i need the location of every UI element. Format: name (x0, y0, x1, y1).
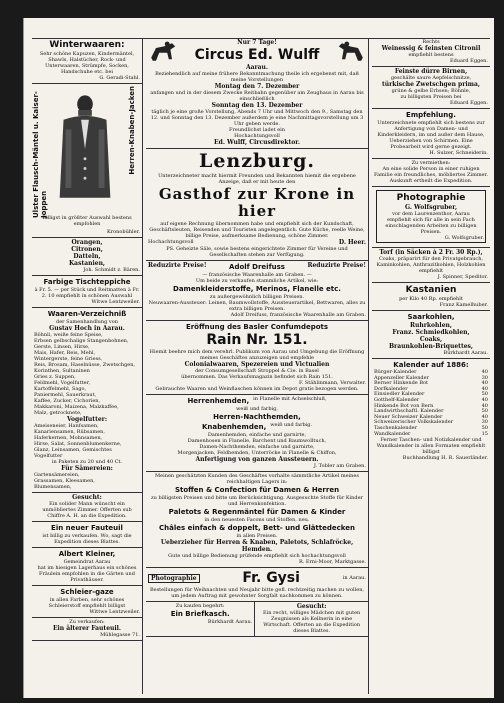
zimmer-text: An eine solide Person in einer ruhigen Familie ein freundliches, möbliertes Zimmer. Auskunft ertheilt die Expedition. (374, 166, 488, 184)
side-text: Billigst in größter Auswahl bestens empfohlen (42, 215, 132, 227)
dreifuss-right: Reduzirte Preise! (307, 262, 366, 269)
knaben-sign: J. Tobler am Graben. (313, 463, 366, 469)
cal-title: Kalender auf 1886: (393, 361, 469, 369)
bird-title: Vogelfutter: (66, 416, 108, 423)
coal-list (374, 322, 488, 350)
index-item: Kaffee, Zucker, Cichorien, (34, 398, 101, 404)
coal-item: Braunkohlen-Briquettes, (388, 343, 474, 350)
wine-seller: Eduard Eggen. (449, 58, 488, 64)
cal-item-name: Bürger-Kalender (374, 369, 417, 375)
side-label-2: Herren-Knaben-Jacken (128, 86, 136, 175)
ad-lenzburg (146, 149, 368, 261)
ad-gesucht (32, 493, 142, 522)
bird-list (34, 423, 140, 459)
wine-title: Weinessig & feinsten Citronil (381, 45, 481, 52)
page-header (24, 20, 494, 36)
pears-seller: Eduard Eggen. (449, 100, 488, 106)
knaben-item: Damen-Nachthemden, einfache und garnirte, (199, 444, 315, 450)
dreifuss-left: Reduzirte Preise! (148, 262, 207, 269)
seed-item: Gartensämereien, (34, 472, 80, 478)
index-item: Paniermehl, Sauerkraut, (34, 392, 97, 398)
knaben-list (148, 432, 366, 456)
index-item: Böhnli, weiße feine Speise, (34, 332, 103, 338)
basel-addr: Rain Nr. 151. (206, 332, 308, 348)
winter-title: Winterwaaren: (49, 40, 125, 50)
gysi-row (148, 569, 366, 587)
coal-sign: Bürkhardt Aarau. (443, 350, 488, 356)
ad-tischteppiche (32, 276, 142, 308)
cal-item-name: Neuer Schweizer Kalender (374, 413, 443, 420)
cal-item-name: Appenzeller Kalender (374, 374, 429, 381)
cal-item-name: Einsiedler Kalender (374, 391, 425, 398)
basel-sign: F. Stählinmann, Verwalter. (298, 380, 366, 386)
bird-item: Glanz, Leinsamen, Gemischtes Vogelfutter (34, 447, 112, 459)
cal-item-price: 50 (481, 408, 488, 415)
index-item: Erbsen gelbschalige Stangenbohnen, (34, 338, 129, 344)
circus-text1: Beziehendlich auf meine frühere Bekanntmachung theile ich ergebenst mit, daß meine Vorstellungen (155, 71, 359, 83)
ad-torf (372, 248, 490, 283)
index-item: Kartoffelmehl, Sago, (34, 386, 87, 392)
empf-sign: H. Sulzer, Schneiderin. (429, 150, 488, 156)
photo-text: Bestellungen für Weihnachten und Neujahr bitte gefl. rechtzeitig machen zu wollen, um jedem Auftrag mit gewohnter Sorgfalt nachkommen zu können. (149, 587, 365, 599)
oranges: Orangen, (71, 239, 103, 246)
basel-title: Eröffnung des Basler Confumdepots (185, 323, 329, 331)
index-item: Makkaroni, Maizena, Malzkaffee, (34, 404, 119, 410)
ad-albert (32, 548, 142, 586)
newspaper-page (23, 18, 494, 698)
cal-item-price: 40 (481, 413, 488, 420)
kastanien-sub: per Kilo 40 Rp. empfiehlt (399, 296, 463, 302)
girl-text: Ein recht, williges Mädchen mit guten Zeugnissen als Kellnerin in eine Wirtschaft. Offerten an die Expedition dieses Blattes. (263, 610, 361, 634)
side-seller: Kronobühler. (107, 229, 140, 235)
side-caption (32, 86, 46, 218)
index-sub: der Samenhandlung von (56, 319, 118, 325)
circus-pre: Nur 7 Tage! (237, 39, 277, 46)
dreifuss-text2: zu außergewöhnlich billigen Preisen. (209, 294, 305, 300)
dreifuss-header-row (148, 262, 366, 272)
ad-weinessig (372, 38, 490, 67)
ad-briefkasch (146, 602, 255, 637)
bird-item: Haferkernen, Mohnsamen, (34, 435, 103, 441)
cal-item-price: 30 (481, 374, 488, 381)
cal-item-name: Gotthelf-Kalender (374, 396, 420, 403)
cal-item-name: Taschenkalender (374, 424, 418, 431)
cal-item-price: 15 (481, 430, 488, 437)
index-item: Gries z. Suppen, (34, 374, 76, 380)
column-right (372, 38, 490, 694)
seed-list (34, 472, 140, 490)
ad-zimmer (372, 159, 490, 187)
wanted-text: Ein solider Mann wünscht ein unmöbliertes Zimmer. Offerten sub Chiffre A. H. an die Expedition. (42, 501, 132, 519)
inn-ps: PS. Geheizte Säle, sowie bestens eingerichtete Zimmer für Vereine und Gesellschaften stehen zur Verfügung. (166, 246, 348, 258)
knaben-item: Morgenjacken, Feldhemden, Unterröcke in Flanelle & Chiffon, (177, 450, 337, 456)
lamp-text: à Fr. 5. — per Stück und Reitmatten à Fr. 2. 10 empfiehlt in schönen Auswahl (34, 287, 140, 299)
ad-wolfsgruber (372, 187, 490, 248)
knaben-item: Damenhemden, einfache und garnirte, (207, 432, 307, 438)
girl-title: Gesucht: (296, 603, 327, 610)
stoff-intro: Meinen geschätzten Kunden des Geschäftes vorhalte sämmtliche Artikel meines reichhaltigen Lagers in: (155, 473, 359, 485)
chestnuts: Kastanien, (68, 260, 106, 267)
pears-sub: geschälte saure Aepfelschnitze, (390, 75, 472, 81)
gentleman-illustration (46, 90, 124, 208)
cal-item-name: Hinkende Bot von Bern (374, 402, 434, 409)
kastanien-title: Kastanien (405, 285, 457, 295)
inn-sign: D. Heer. (338, 239, 366, 246)
stoff-title: Stoffen & Confection für Damen & Herren (174, 486, 340, 494)
photo-addr: vor dem Laurenzenthor, Aarau (392, 211, 470, 217)
chair-title: Ein neuer Fauteuil (51, 524, 123, 532)
cal-item-name: Berner Hinkende Bot (374, 380, 429, 387)
torf-items: Coaks, präparirt für den Privatgebrauch, Kaminkohlen, Anthrazitkohlen, Holzkohlen empfiehlt (376, 256, 486, 274)
side-label: Ulster Flausch-Mäntel u. Kaiser-Joppen (32, 91, 48, 218)
chales-text: Gute und billige Bedienung prüfende empfiehlt sich hochachtungsvoll (168, 553, 346, 559)
index-item: Mais, Hafer, Reis, Mehl, (34, 350, 96, 356)
col3-head: Rechts (422, 39, 440, 45)
ad-kastanien (372, 283, 490, 311)
coal-item: Franz. Schmiedkohlen, (392, 329, 470, 336)
photo-label: Photographie (148, 574, 200, 583)
column-left (32, 38, 143, 694)
sale-box-title: Zu kaufen begehrt: (175, 603, 225, 609)
horse-right-icon (334, 40, 366, 64)
ad-winterwaaren (32, 38, 142, 84)
albert-text: hat im hiesigen Lagerhaus ein schönes Fräulein empfohlen in die Gärten und Privathäuser. (37, 565, 137, 583)
index-item: Korinthen, Sultaninen (34, 368, 90, 374)
ad-schleier (32, 586, 142, 618)
winter-seller: G. Geradi-Stahl. (99, 75, 140, 81)
photo-box (376, 190, 486, 243)
cal-item-name: Wandkalender (374, 430, 411, 437)
dreifuss-sign: Adolf Dreifuss, französische Waarenhalle am Graben. (230, 312, 366, 318)
dreifuss-items: Damenkleiderstoffe, Merinos, Flanelle etc. (173, 285, 341, 293)
photo-sign: G. Wolfsgruber. (444, 235, 484, 241)
paletot-sub: in den neuesten Facons und Stoffen, neu. (204, 517, 310, 523)
cal-sign: Buchhandlung H. R. Sauerländer. (402, 455, 488, 462)
ad-fauteuil (32, 522, 142, 548)
circus-hoch: Hochachtungsvoll (234, 133, 280, 139)
photo-title: Photographie (396, 193, 466, 203)
ad-saarkohlen (372, 311, 490, 359)
index-item: Reis, Brosam, Haselnüsse, Zwetschgen, (34, 362, 136, 368)
inn-sign-row (148, 239, 366, 246)
albert-sub: Gemeindrat Aarau (63, 559, 111, 565)
photo-text-right: empfiehlt sich für alle in sein Fach einschlagenden Arbeiten zu billigen Preisen. (385, 217, 477, 235)
stoff-text: zu billigsten Preisen und bitte um Berücksichtigung. Ausgesuchte Stoffe für Kinder und Herrenkonfektion. (151, 495, 363, 507)
photo-owner: G. Wolfsgruber, (404, 204, 458, 211)
basel-text: Hiemit beehre mich dem verehrl. Publikum von Aarau und Umgebung die Eröffnung meines Geschäftes anzuzeigen und empfehle (149, 349, 365, 361)
ad-waaren-verzeichnis (32, 308, 142, 493)
dates: Datteln, (73, 253, 101, 260)
photo-name: Fr. Gysi (242, 570, 300, 586)
circus-title: Circus Ed. Wulff (194, 47, 320, 63)
dreifuss-sub: — französische Waarenhalle am Graben. — (202, 272, 312, 278)
inn-text: auf eigene Rechnung übernommen habe und empfiehlt sich der Kundschaft, Geschäftsleuten, Reisenden und Touristen angelegentlich. Gute Küche, reelle Weine, billige Preise, aufmerksame Bedienung, schöne Zimmer. (149, 221, 365, 239)
circus-invite: Freundlichst ladet ein (229, 127, 285, 133)
dreifuss-text: Um beide zu verkaufen stammliche Artikel, wie: (195, 278, 319, 284)
sale-title: Zu verkaufen: (69, 619, 105, 625)
bottom-row (146, 602, 368, 637)
dreifuss-title: Adolf Dreifuss (229, 263, 285, 271)
seed-item: Blumensamen, (34, 484, 72, 490)
circus-text3: täglich je eine große Vorstellung, Abends 7 Uhr und Mittwoch den 9., Samstag den 12. und Sonntag den 13. Dezember außerdem je eine Nachmittagsvorstellung um 3 Uhr geben werde. (150, 109, 364, 127)
veil-text: in allen Farben, sehr schönes Schleierstoff empfiehlt billigst (48, 597, 126, 609)
bird-note: in Paketen zu 20 und 40 Ct. (51, 459, 123, 465)
veil-title: Schleier-gaze (60, 588, 114, 596)
veil-seller: Wittwe Lentzweiler. (89, 609, 140, 615)
ad-verkaufen (32, 618, 142, 641)
chales-title: Châles einfach & doppelt, Bett- und Glättedecken (159, 524, 355, 532)
ad-birnen (372, 67, 490, 109)
cal-item-price: 40 (481, 380, 488, 387)
cal-item-price: 40 (481, 402, 488, 409)
lenzburg-text: Unterzeichneter macht hiermit Freunden und Bekannten hiemit die ergebene Anzeige, daß er mit heute den (158, 173, 356, 185)
index-shop: Gustav Hoch in Aarau. (49, 325, 125, 332)
ad-herrenhemden (146, 395, 368, 472)
herren-sub2: weiß und farbig, (236, 406, 278, 412)
ad-fruits (32, 238, 142, 276)
empf-text: Unterzeichnete empfiehlt sich bestens zur Anfertigung von Damen- und Kinderkleidern, im und außer dem Hause, Ueberziehen von Schirmen. Eine Probearbeit wird gerne gezeigt. (377, 120, 485, 150)
index-list (34, 332, 140, 416)
chair-text: ist billig zu verkaufen. Wo, sagt die Expedition dieses Blattes. (42, 533, 132, 545)
herren-sub: in Flanelle mit Achselschluß, (253, 396, 327, 402)
albert-title: Albert Kleiner, (58, 550, 116, 558)
sale-box-who: Bürkhardt Aarau. (207, 619, 253, 625)
chales-sign: R. Erni-Moor, Marktgasse. (298, 559, 366, 565)
pears-title: Feinste dürre Birnen, (394, 68, 468, 75)
pears-sub4: zu billigsten Preisen bei (400, 94, 462, 100)
seed-title: Für Sämereien: (61, 465, 113, 472)
coal-item: Ruhrkohlen, (410, 322, 452, 329)
herren-title: Herrenhemden, (187, 397, 250, 405)
cal-item-price: 30 (481, 419, 488, 426)
inn-title: Gasthof zur Krone in hier (158, 185, 356, 220)
index-title: Waaren-Verzeichniß (47, 310, 127, 318)
pears-sub3: grüne & gelbe Erbsen; Böhnle, (391, 88, 471, 94)
bird-item: Ameiseneier, Hanfsamen, (34, 423, 99, 429)
circus-date1: Montag den 7. Dezember (214, 83, 300, 90)
ad-gysi (146, 568, 368, 602)
circus-city: Aarau. (245, 64, 269, 71)
ad-empfehlung (372, 109, 490, 159)
cal-item-price: 40 (481, 396, 488, 403)
wine-sub: empfiehlt bestens (408, 52, 454, 58)
cal-item-name: Landwirthschaftl. Kalender (374, 408, 444, 415)
wanted-title: Gesucht: (72, 494, 102, 501)
cal-item-name: Schweizerischer Volkskalender (374, 419, 454, 426)
inn-greet: Hochachtungsvoll (148, 239, 194, 245)
ad-maedchen (255, 602, 368, 637)
knaben-title: Knabenhemden, (201, 423, 267, 431)
winter-text: Sehr schöne Kapuzen, Kindermäntel, Shawls, Halstücher, Rock- und Unterwaaren, Strümpfe, Socken, Handschuhe etc. bei (39, 51, 135, 75)
fruit-seller: Joh. Schmidt z. Bären. (83, 267, 140, 273)
circus-date2: Sonntag den 13. Dezember (211, 102, 303, 109)
pears-sub2: türkische Zwetschgen prima, (382, 81, 480, 88)
bird-item: Hirse, Salat, Sonnenblumenkerne, (34, 441, 122, 447)
side-caption-right (128, 86, 142, 218)
basel-who: der Consumgesellschaft Stroppel & Cie. in Basel (195, 368, 319, 374)
ad-basel (146, 321, 368, 395)
lamp-title: Farbige Tischteppiche (43, 278, 131, 286)
knaben-sub: weiß und farbig. (270, 422, 313, 428)
lemons: Citronen, (71, 246, 103, 253)
torf-title: Torf (in Säcken à 2 Fr. 30 Rp.), (379, 249, 483, 256)
cal-item-name: Dorfkalender (374, 385, 408, 392)
dreifuss-news: Neuwaaren-Aussteuer: Leinen, Baumwollstoffe, Aussteuerartikel, Bettwaren, alles zu extra billigen Preisen. (148, 300, 366, 312)
seed-item: Grassamen, Kleesamen, (34, 478, 95, 484)
ad-kalender (372, 359, 490, 463)
knaben-row (148, 422, 366, 432)
sale-box-item: Ein Briefkasch. (170, 610, 230, 618)
cal-item-price: 40 (481, 385, 488, 392)
sale-who: Mühlegasse 71. (100, 632, 140, 638)
index-item: Feldmehl, Vogelfutter, (34, 380, 91, 386)
torf-sign: J. Spinner, Speditor. (437, 274, 488, 280)
coal-title: Saarkohlen, (407, 313, 455, 321)
kastanien-sign: Franz Kamelhuber. (439, 302, 488, 308)
empf-title: Empfehlung. (406, 111, 456, 119)
knaben-item: Damenhosen in Flanelle, Barchent und Baumwolltuch, (187, 438, 327, 444)
bird-item: Kanariensamen, Rübsamen, (34, 429, 105, 435)
ad-ulster (32, 84, 142, 238)
nacht-title: Herren-Nachthemden, (213, 413, 301, 421)
chales-items: Ueberzieher für Herren & Knaben, Paletots, Schlafröcke, Hemden. (160, 539, 354, 553)
cal-list (374, 370, 488, 437)
herren-row (148, 396, 366, 406)
column-middle (146, 38, 369, 694)
basel-text2: übernommen. Das Verkaufsmagazin befindet sich Rain 151. (181, 374, 333, 380)
sale-item: Ein älterer Fauteuil. (52, 625, 122, 632)
circus-sign: Ed. Wulff, Circusdirektor. (214, 139, 300, 146)
cal-item-price: 50 (481, 391, 488, 398)
lenzburg-title: Lenzburg. (198, 150, 316, 172)
photo-city: in Aarau. (342, 575, 366, 581)
index-item: Malz, getrocknete, (34, 410, 82, 416)
index-item: Wintergerste, feine Griess, (34, 356, 103, 362)
coal-item: Coaks, (419, 336, 443, 343)
basel-ps: Gebrauchte Waaren und Weinflaschen können im Depot gratis bezogen werden. (155, 386, 359, 392)
basel-items: Colonialwaaren, Spezereien und Victualien (184, 361, 330, 368)
chales-sub: in allen Preisen. (236, 533, 278, 539)
ad-stoffe (146, 472, 368, 568)
circus-text2: anfangen und in der diesem Zwecke Reitbahn gegenüber am Zeughaus in Aarau bis einschließlich (150, 90, 364, 102)
cal-item-price: 40 (481, 369, 488, 375)
zimmer-title: Zu vermiethen: (411, 160, 451, 166)
horse-left-icon (148, 40, 180, 64)
cal-item-price: 50 (481, 424, 488, 431)
lamp-seller: Witwe Lentzweiler. (91, 299, 140, 305)
ad-circus (146, 38, 368, 149)
cal-foot: Ferner Taschen- und Notizkalender und Wandkalender in allen Formaten empfiehlt billigst (376, 437, 486, 456)
index-item: Gerste, Linsen, Hirse, (34, 344, 90, 350)
paletot-title: Paletots & Regenmäntel für Damen & Kinder (168, 508, 346, 516)
knaben-cta: Anfertigung von ganzen Aussteuern. (195, 456, 319, 463)
ad-dreifuss (146, 261, 368, 321)
